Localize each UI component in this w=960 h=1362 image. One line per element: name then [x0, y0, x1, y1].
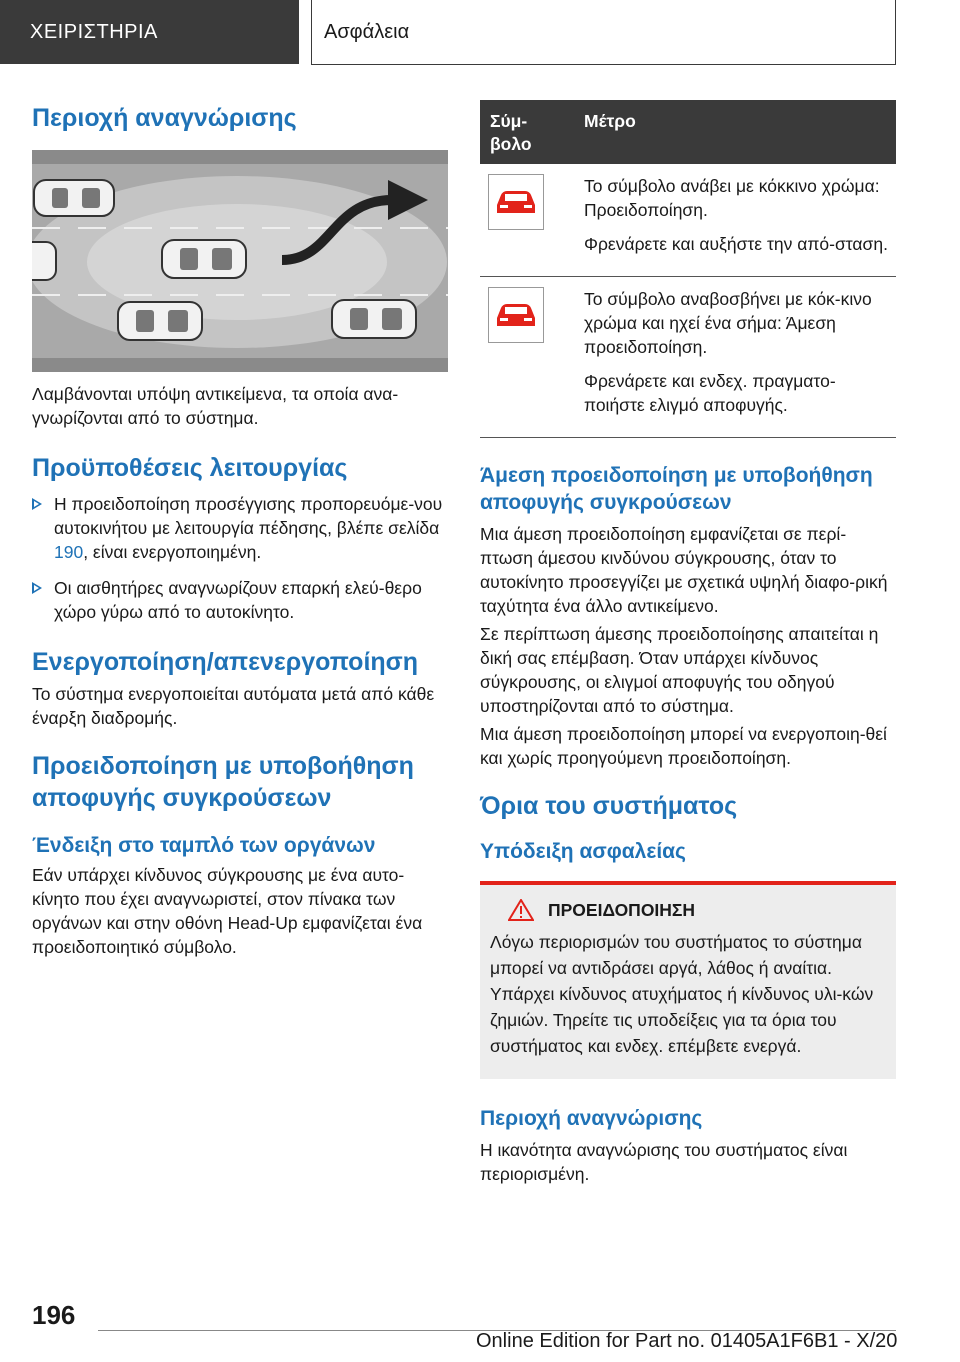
table-header [480, 100, 896, 164]
row-text: Το σύμβολο αναβοσβήνει με κόκ-κινο χρώμα και ηχεί ένα σήμα: Άμεση προειδοποίηση. [584, 289, 872, 357]
activation-text: Το σύστημα ενεργοποιείται αυτόματα μετά από κάθε έναρξη διαδρομής. [32, 684, 435, 728]
table-row [480, 277, 896, 438]
collision-warning-icon [488, 287, 544, 343]
table-row [480, 164, 896, 277]
chapter-tab [0, 0, 299, 64]
header-measure: Μέτρο [584, 111, 636, 131]
section-tab [311, 0, 896, 65]
heading-activation: Ενεργοποίηση/απενεργοποίηση [32, 648, 419, 676]
symbol-table [480, 100, 896, 438]
row-text: Το σύμβολο ανάβει με κόκκινο χρώμα: Προειδοποίηση. [584, 176, 880, 220]
paragraph: Μια άμεση προειδοποίηση μπορεί να ενεργοποιη-θεί και χωρίς προηγούμενη προειδοποίηση. [480, 724, 887, 768]
indicator-text: Εάν υπάρχει κίνδυνος σύγκρουσης με ένα αυτο-κίνητο που έχει αναγνωριστεί, στον πίνακα των οργάνων και στην οθόνη Head-Up εμφανίζεται ένα προειδοποιητικό σύμβολο. [32, 865, 423, 957]
right-column [480, 100, 896, 1186]
warning-box [480, 881, 896, 1079]
section-title: Ασφάλεια [324, 20, 410, 43]
warning-triangle-icon [508, 899, 534, 921]
road-illustration-icon [32, 150, 448, 372]
heading-detection-area: Περιοχή αναγνώρισης [32, 104, 297, 132]
heading-detection-area-2: Περιοχή αναγνώρισης [480, 1107, 703, 1130]
warning-text: Λόγω περιορισμών του συστήματος το σύστημα μπορεί να αντιδράσει αργά, λάθος ή αναίτια. Υπάρχει κίνδυνος ατυχήματος ή κίνδυνος υλι-κών ζημιών. Τηρείτε τις υποδείξεις για τα όρια του συστήματος και ενδεχ. επέμβετε ενεργά. [490, 932, 874, 1056]
heading-immediate-warning: Άμεση προειδοποίηση με υποβοήθηση αποφυγής συγκρούσεων [480, 464, 873, 514]
row-text: Φρενάρετε και ενδεχ. πραγματο-ποιήστε ελιγμό αποφυγής. [584, 371, 836, 415]
header-symbol: Σύμ-βολο [490, 111, 532, 154]
row-text: Φρενάρετε και αυξήστε την από-σταση. [584, 234, 888, 254]
list-item: Η προειδοποίηση προσέγγισης προπορευόμε-νου αυτοκινήτου με λειτουργία πέδησης, βλέπε σελίδα 190, είναι ενεργοποιημένη. [32, 492, 448, 564]
detection-illustration [32, 150, 448, 372]
page-number: 196 [32, 1300, 76, 1330]
detection-caption: Λαμβάνονται υπόψη αντικείμενα, τα οποία ανα-γνωρίζονται από το σύστημα. [32, 384, 399, 428]
heading-warning-assist: Προειδοποίηση με υποβοήθηση αποφυγής συγκρούσεων [32, 752, 414, 812]
page-link[interactable]: 190 [54, 542, 84, 562]
list-item: Οι αισθητήρες αναγνωρίζουν επαρκή ελεύ-θερο χώρο γύρω από το αυτοκίνητο. [32, 576, 448, 624]
heading-system-limits: Όρια του συστήματος [480, 792, 738, 820]
heading-safety-note: Υπόδειξη ασφαλείας [480, 840, 686, 863]
warning-title: ΠΡΟΕΙΔΟΠΟΙΗΣΗ [490, 899, 882, 921]
paragraph: Μια άμεση προειδοποίηση εμφανίζεται σε περί-πτωση άμεσου κινδύνου σύγκρουσης, όταν το αυτοκίνητο προσεγγίζει με σχετικά υψηλή διαφο-ρική ταχύτητα ένα άλλο αντικείμενο. [480, 524, 888, 616]
left-column [32, 100, 448, 959]
chapter-title: ΧΕΙΡΙΣΤΗΡΙΑ [30, 20, 158, 43]
paragraph: Σε περίπτωση άμεσης προειδοποίησης απαιτείται η δική σας επέμβαση. Όταν υπάρχει κίνδυνος σύγκρουσης, οι ελιγμοί αποφυγής του οδηγού υποστηρίζονται από το σύστημα. [480, 624, 879, 716]
heading-indicator: Ένδειξη στο ταμπλό των οργάνων [32, 834, 376, 857]
heading-prerequisites: Προϋποθέσεις λειτουργίας [32, 454, 348, 482]
bullet-triangle-icon [32, 582, 42, 594]
detection-limit-text: Η ικανότητα αναγνώρισης του συστήματος είναι περιορισμένη. [480, 1140, 848, 1184]
collision-warning-icon [488, 174, 544, 230]
edition-note: Online Edition for Part no. 01405A1F6B1 - X/20 [476, 1330, 898, 1352]
bullet-triangle-icon [32, 498, 42, 510]
